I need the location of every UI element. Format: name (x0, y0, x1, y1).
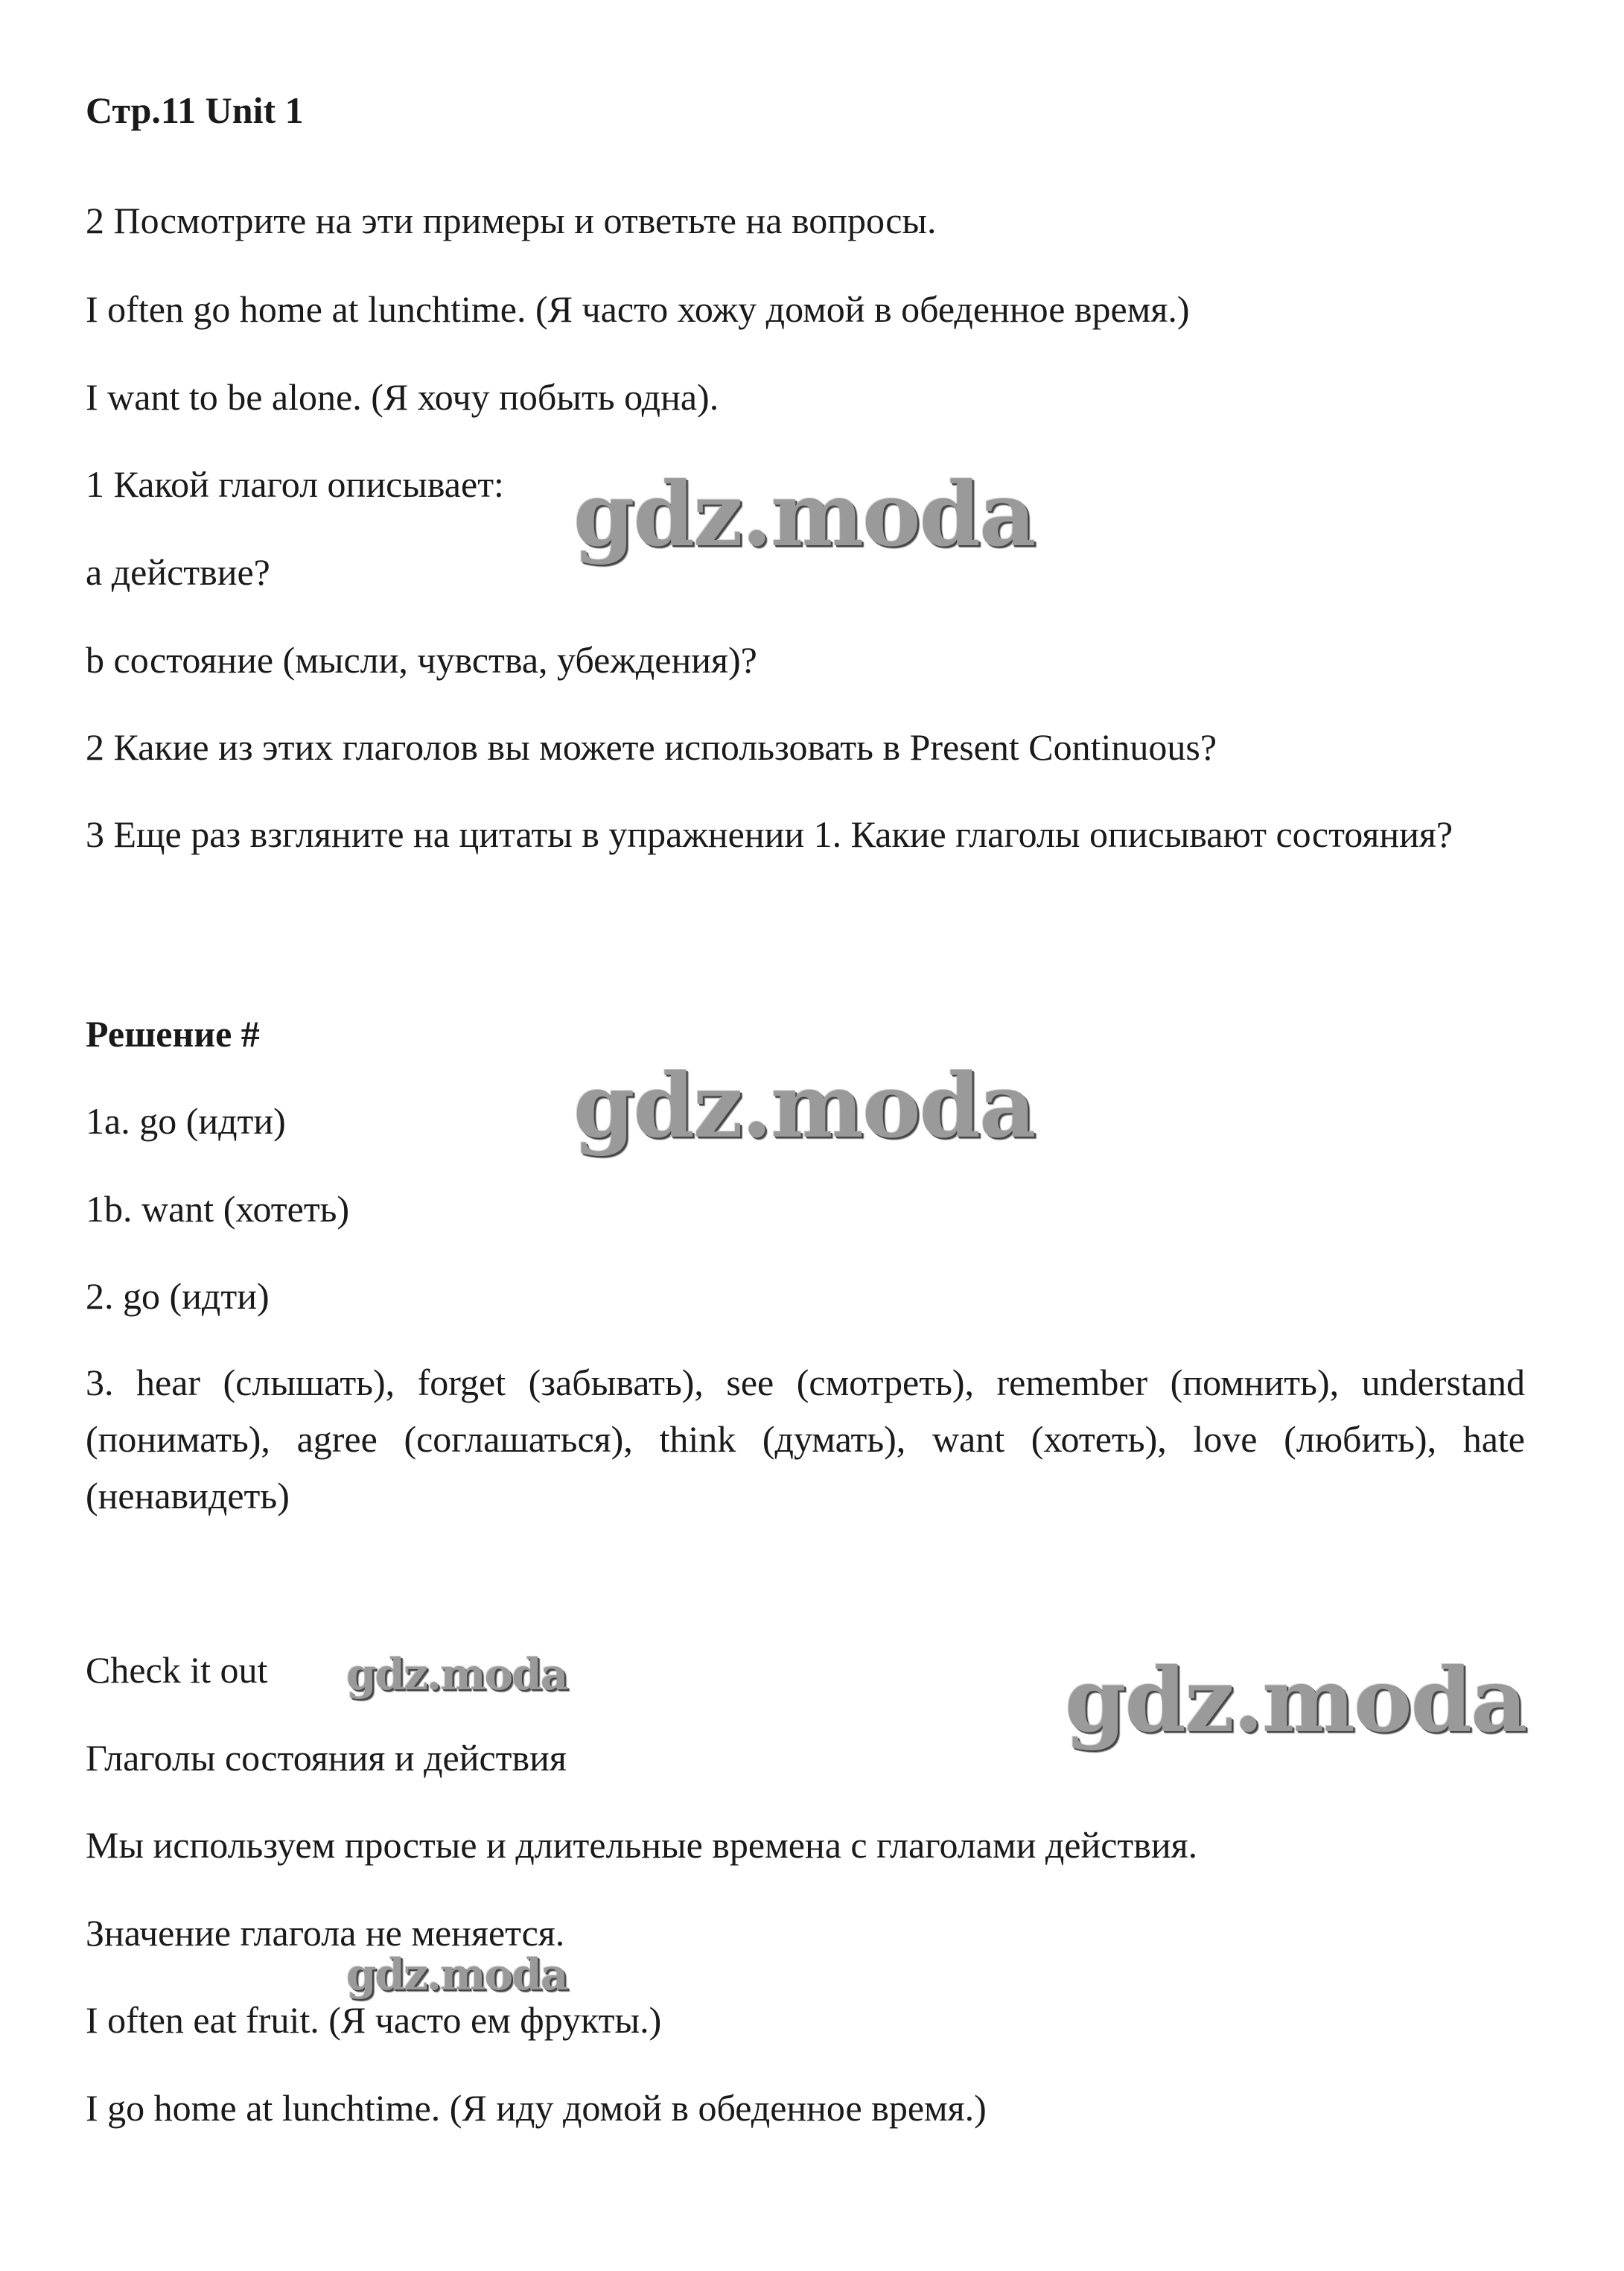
solution-heading: Решение # (86, 1013, 260, 1055)
task-question-1a: a действие? (86, 551, 270, 593)
task-intro: 2 Посмотрите на эти примеры и ответьте на вопросы. (86, 200, 937, 241)
task-question-1b: b состояние (мысли, чувства, убеждения)? (86, 639, 757, 681)
check-subtitle: Глаголы состояния и действия (86, 1737, 567, 1779)
watermark-logo: gdz.moda (1065, 1648, 1526, 1752)
answer-2: 2. go (идти) (86, 1275, 270, 1317)
check-example-1: I often eat fruit. (Я часто ем фрукты.) (86, 1999, 662, 2041)
answer-3: 3. hear (слышать), forget (забывать), see (смотреть), remember (помнить), understand (понимать), agree (соглашаться), think (думать), want (хотеть), love (любить), hate (ненавидеть) (86, 1362, 1525, 1516)
answer-1a: 1a. go (идти) (86, 1100, 286, 1142)
page-title: Стр.11 Unit 1 (86, 89, 304, 131)
task-example-1: I often go home at lunchtime. (Я часто хожу домой в обеденное время.) (86, 288, 1190, 330)
answer-1b: 1b. want (хотеть) (86, 1188, 350, 1230)
watermark-logo: gdz.moda (346, 1949, 567, 2000)
check-title: Check it out (86, 1649, 268, 1691)
watermark-logo: gdz.moda (573, 1054, 1035, 1157)
task-question-2: 2 Какие из этих глаголов вы можете использовать в Present Continuous? (86, 726, 1217, 768)
task-question-1: 1 Какой глагол описывает: (86, 463, 504, 505)
check-rule-1: Мы используем простые и длительные времена с глаголами действия. (86, 1824, 1198, 1866)
check-example-2: I go home at lunchtime. (Я иду домой в обеденное время.) (86, 2087, 987, 2129)
watermark-logo: gdz.moda (573, 463, 1035, 566)
check-rule-2: Значение глагола не меняется. (86, 1912, 565, 1954)
watermark-logo: gdz.moda (346, 1649, 567, 1700)
task-example-2: I want to be alone. (Я хочу побыть одна). (86, 376, 719, 418)
task-question-3: 3 Еще раз взгляните на цитаты в упражнении 1. Какие глаголы описывают состояния? (86, 813, 1453, 855)
